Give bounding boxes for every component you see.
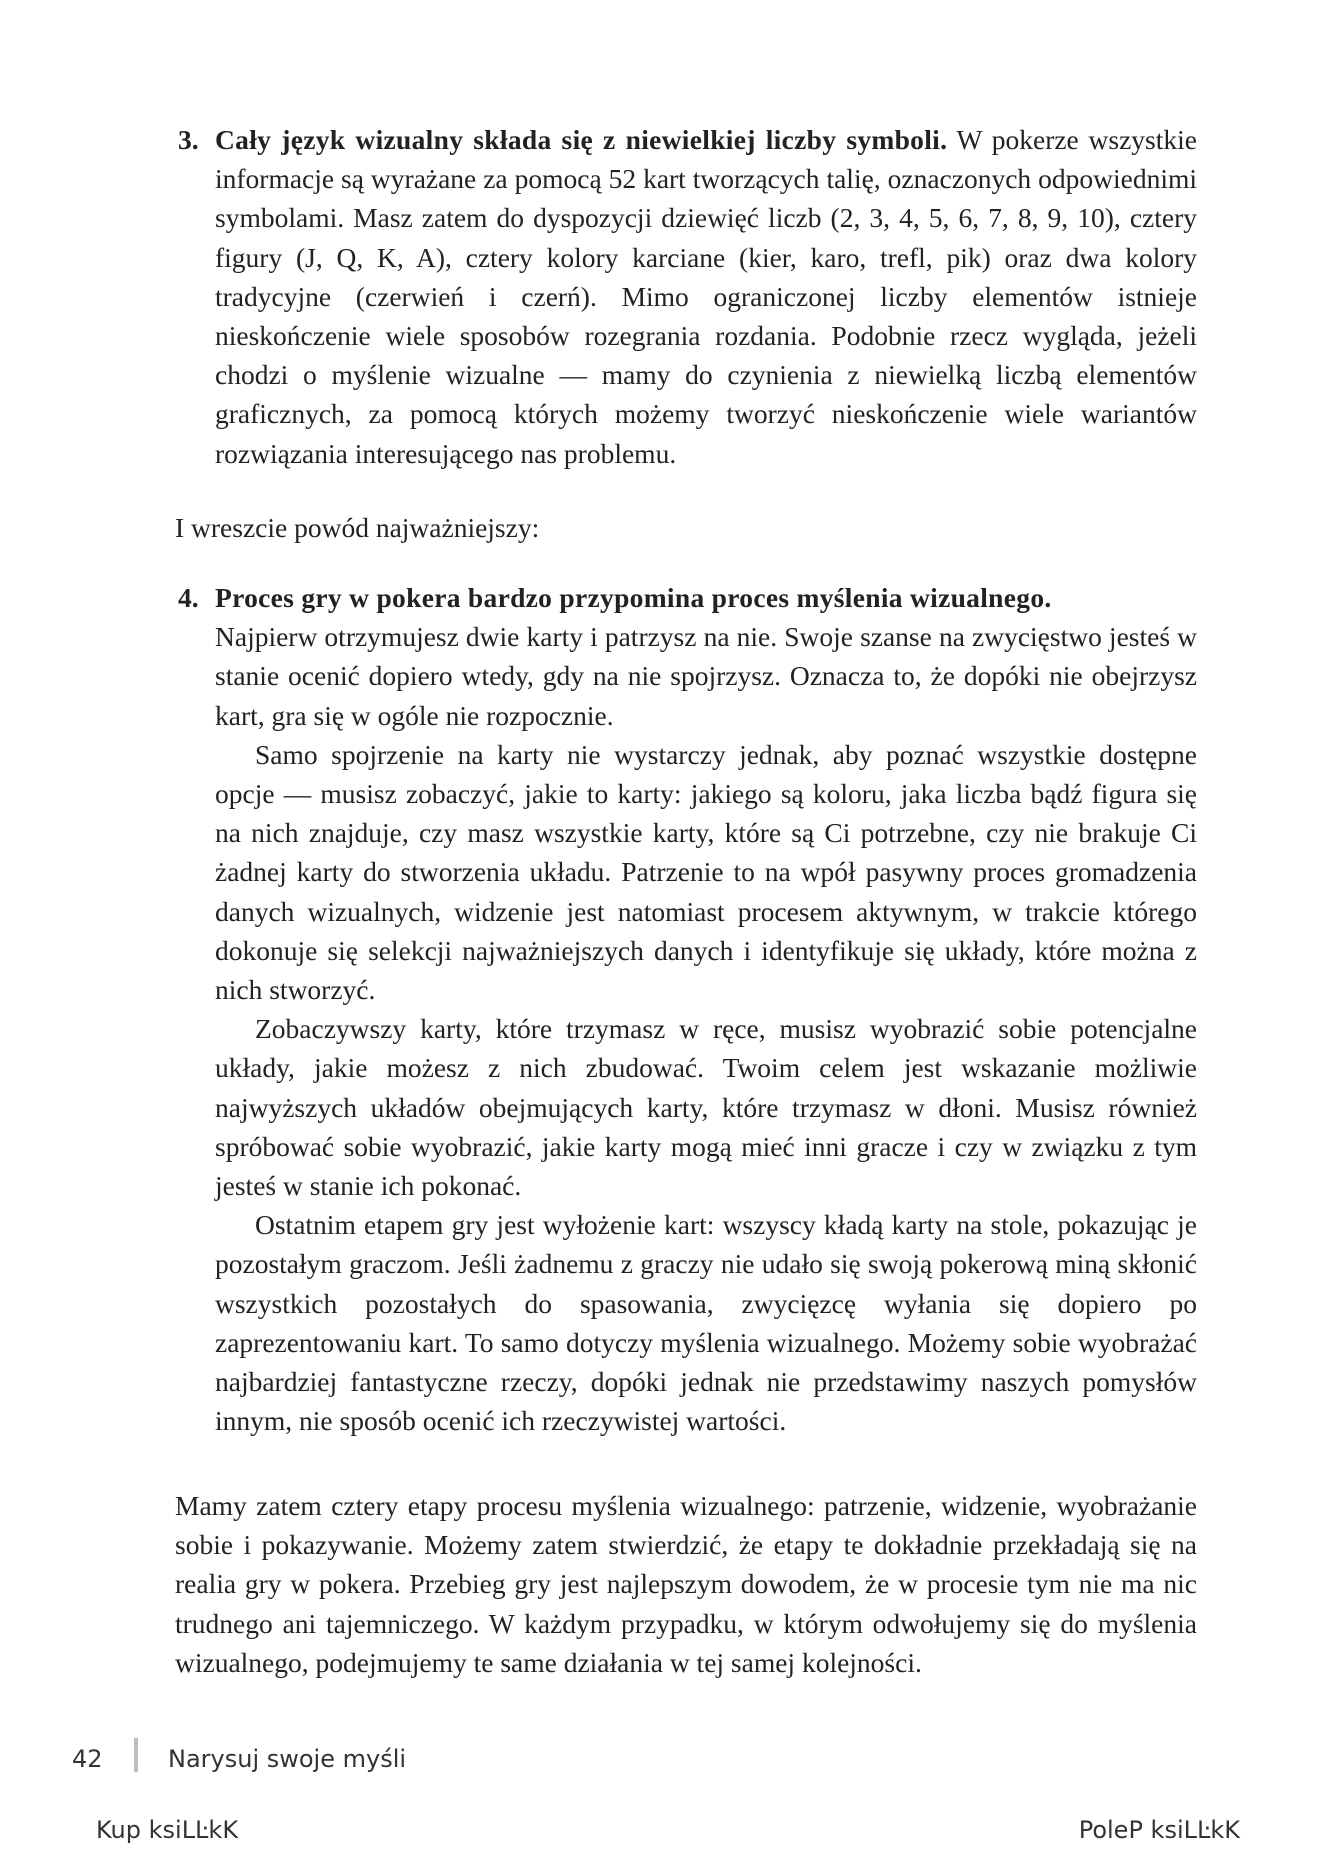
list-item-heading: Proces gry w pokera bardzo przypomina proces myślenia wizualnego. <box>215 582 1052 613</box>
list-item-4 <box>178 578 1197 1440</box>
list-item-paragraph: Najpierw otrzymujesz dwie karty i patrzysz na nie. Swoje szanse na zwycięstwo jesteś w stanie ocenić dopiero wtedy, gdy na nie spojrzysz. Oznacza to, że dopóki nie obejrzysz kart, gra się w ogóle nie rozpocznie. <box>215 621 1197 731</box>
list-item-paragraph: Zobaczywszy karty, które trzymasz w ręce, musisz wyobrazić sobie potencjalne układy, jakie możesz z nich zbudować. Twoim celem jest wskazanie możliwie najwyższych układów obejmujących karty, które trzymasz w dłoni. Musisz również spróbować sobie wyobrazić, jakie karty mogą mieć inni gracze i czy w związku z tym jesteś w stanie ich pokonać. <box>215 1013 1197 1202</box>
footer-divider <box>134 1738 138 1772</box>
list-item-3 <box>178 120 1197 473</box>
rate-book-link[interactable]: PoleP ksiLĿkK <box>1078 1816 1240 1844</box>
list-item-paragraph: Samo spojrzenie na karty nie wystarczy jednak, aby poznać wszystkie dostępne opcje — musisz zobaczyć, jakie to karty: jakiego są koloru, jaka liczba bądź figura się na nich znajduje, czy masz wszystkie karty, które są Ci potrzebne, czy nie brakuje Ci żadnej karty do stworzenia układu. Patrzenie to na wpół pasywny proces gromadzenia danych wizualnych, widzenie jest natomiast procesem aktywnym, w trakcie którego dokonuje się selekcji najważniejszych danych i identyfikuje się układy, które można z nich stworzyć. <box>215 738 1197 1006</box>
page-number: 42 <box>72 1745 103 1773</box>
list-item-number: 4. <box>178 582 199 613</box>
list-item-heading: Cały język wizualny składa się z niewielkiej liczby symboli. <box>215 124 948 155</box>
intro-line: I wreszcie powód najważniejszy: <box>175 512 540 543</box>
list-item-number: 3. <box>178 124 199 155</box>
summary-paragraph: Mamy zatem cztery etapy procesu myślenia wizualnego: patrzenie, widzenie, wyobrażanie sobie i pokazywanie. Możemy zatem stwierdzić, że etapy te dokładnie przekładają się na realia gry w pokera. Przebieg gry jest najlepszym dowodem, że w procesie tym nie ma nic trudnego ani tajemniczego. W każdym przypadku, w którym odwołujemy się do myślenia wizualnego, podejmujemy te same działania w tej samej kolejności. <box>175 1490 1197 1678</box>
buy-book-link[interactable]: Kup ksiLĿkK <box>96 1816 239 1844</box>
list-item-text: W pokerze wszystkie informacje są wyrażane za pomocą 52 kart tworzących talię, oznaczonych odpowiednimi symbolami. Masz zatem do dyspozycji dziewięć liczb (2, 3, 4, 5, 6, 7, 8, 9, 10), cztery figury (J, Q, K, A), cztery kolory karciane (kier, karo, trefl, pik) oraz dwa kolory tradycyjne (czerwień i czerń). Mimo ograniczonej liczby elementów istnieje nieskończenie wiele sposobów rozegrania rozdania. Podobnie rzecz wygląda, jeżeli chodzi o myślenie wizualne — mamy do czynienia z niewielką liczbą elementów graficznych, za pomocą których możemy tworzyć nieskończenie wiele wariantów rozwiązania interesującego nas problemu. <box>215 124 1197 469</box>
running-title: Narysuj swoje myśli <box>168 1745 407 1773</box>
list-item-paragraph: Ostatnim etapem gry jest wyłożenie kart: wszyscy kładą karty na stole, pokazując je pozostałym graczom. Jeśli żadnemu z graczy nie udało się swoją pokerową miną skłonić wszystkich pozostałych do spasowania, zwycięzcę wyłania się dopiero po zaprezentowaniu kart. To samo dotyczy myślenia wizualnego. Możemy sobie wyobrażać najbardziej fantastyczne rzeczy, dopóki jednak nie przedstawimy naszych pomysłów innym, nie sposób ocenić ich rzeczywistej wartości. <box>215 1209 1197 1437</box>
